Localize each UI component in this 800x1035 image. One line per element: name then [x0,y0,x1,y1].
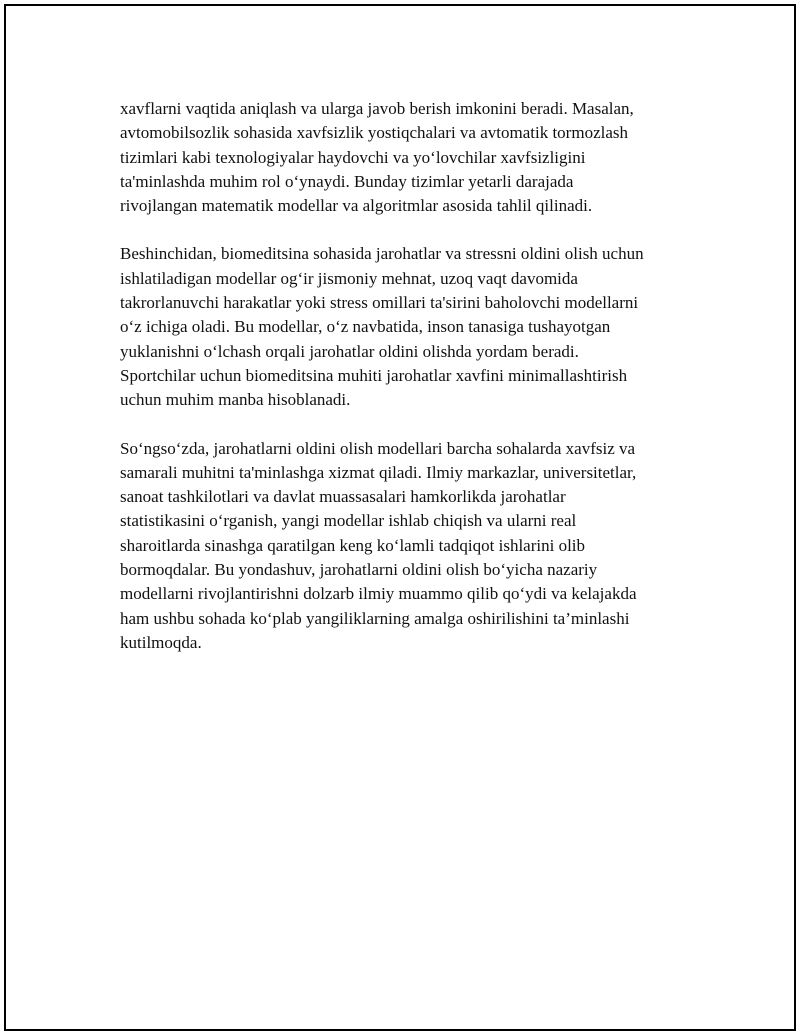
text-line: ta'minlashda muhim rol o‘ynaydi. Bunday tizimlar yetarli darajada [120,171,574,191]
text-line: Sportchilar uchun biomeditsina muhiti jarohatlar xavfini minimallashtirish [120,365,628,385]
text-line: bormoqdalar. Bu yondashuv, jarohatlarni oldini olish bo‘yicha nazariy [120,560,598,580]
text-line: ham ushbu sohada ko‘plab yangiliklarning amalga oshirilishini ta’minlashi [120,608,630,628]
text-line: tizimlari kabi texnologiyalar haydovchi va yo‘lovchilar xavfsizligini [120,147,586,167]
text-line: ishlatiladigan modellar og‘ir jismoniy mehnat, uzoq vaqt davomida [120,268,578,288]
text-line: uchun muhim manba hisoblanadi. [120,390,351,410]
paragraph [120,97,720,218]
text-line: Beshinchidan, biomeditsina sohasida jarohatlar va stressni oldini olish uchun [120,244,644,264]
text-line: rivojlangan matematik modellar va algoritmlar asosida tahlil qilinadi. [120,196,593,216]
text-line: o‘z ichiga oladi. Bu modellar, o‘z navbatida, inson tanasiga tushayotgan [120,317,611,337]
text-line: sharoitlarda sinashga qaratilgan keng ko‘lamli tadqiqot ishlarini olib [120,535,586,555]
text-line: avtomobilsozlik sohasida xavfsizlik yostiqchalari va avtomatik tormozlash [120,123,628,143]
text-line: sanoat tashkilotlari va davlat muassasalari hamkorlikda jarohatlar [120,487,566,507]
text-line: statistikasini o‘rganish, yangi modellar ishlab chiqish va ularni real [120,511,577,531]
document-body [120,97,720,679]
text-line: kutilmoqda. [120,632,202,652]
text-line: yuklanishni o‘lchash orqali jarohatlar oldini olishda yordam beradi. [120,341,579,361]
text-line: samarali muhitni ta'minlashga xizmat qiladi. Ilmiy markazlar, universitetlar, [120,462,637,482]
paragraph [120,242,720,412]
paragraph [120,437,720,656]
document-page [4,4,796,1031]
text-line: takrorlanuvchi harakatlar yoki stress omillari ta'sirini baholovchi modellarni [120,293,639,313]
text-line: modellarni rivojlantirishni dolzarb ilmiy muammo qilib qo‘ydi va kelajakda [120,584,637,604]
text-line: xavflarni vaqtida aniqlash va ularga javob berish imkonini beradi. Masalan, [120,99,634,118]
text-line: So‘ngso‘zda, jarohatlarni oldini olish modellari barcha sohalarda xavfsiz va [120,438,636,458]
